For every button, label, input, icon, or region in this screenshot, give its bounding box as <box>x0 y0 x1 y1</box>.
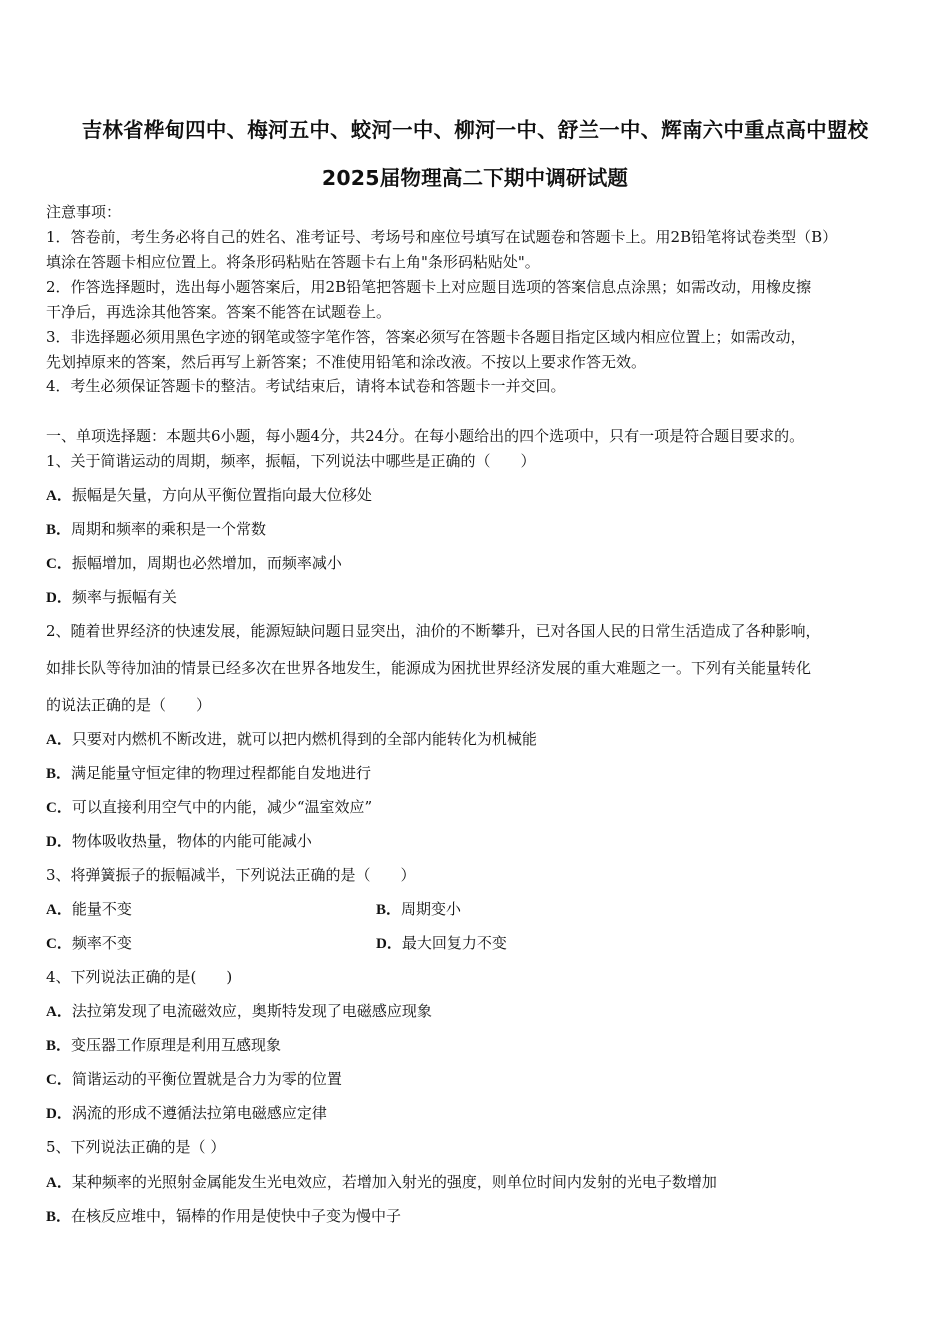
option-text: 涡流的形成不遵循法拉第电磁感应定律 <box>71 1104 327 1122</box>
option-label: A． <box>46 1175 72 1191</box>
question-4-option-c <box>46 1069 342 1090</box>
option-text: 法拉第发现了电流磁效应，奥斯特发现了电磁感应现象 <box>71 1002 432 1020</box>
option-label: B． <box>46 522 72 538</box>
option-text: 周期变小 <box>401 900 462 918</box>
notice-line: 3．非选择题必须用黑色字迹的钢笔或签字笔作答，答案必须写在答题卡各题目指定区域内相应位置上；如需改动， <box>46 328 806 346</box>
question-5-option-a <box>46 1172 717 1193</box>
question-4-option-a <box>46 1001 432 1022</box>
section-heading: 一、单项选择题：本题共6小题，每小题4分，共24分。在每小题给出的四个选项中，只有一项是符合题目要求的。 <box>46 427 805 445</box>
question-1-option-a <box>46 485 372 506</box>
notice-line: 4．考生必须保证答题卡的整洁。考试结束后，请将本试卷和答题卡一并交回。 <box>46 377 566 395</box>
question-5-option-b <box>46 1206 401 1227</box>
option-text: 最大回复力不变 <box>401 934 507 952</box>
question-1-option-b <box>46 519 266 540</box>
notice-line: 填涂在答题卡相应位置上。将条形码粘贴在答题卡右上角"条形码粘贴处"。 <box>46 253 540 271</box>
option-text: 在核反应堆中，镉棒的作用是使快中子变为慢中子 <box>71 1207 402 1225</box>
option-label: A． <box>46 1004 72 1020</box>
question-3-option-b <box>376 899 461 920</box>
option-text: 物体吸收热量，物体的内能可能减小 <box>71 832 312 850</box>
notice-line: 先划掉原来的答案，然后再写上新答案；不准使用铅笔和涂改液。不按以上要求作答无效。 <box>46 353 647 371</box>
question-2-option-b <box>46 763 371 784</box>
option-label: A． <box>46 732 72 748</box>
notice-line: 1．答卷前，考生务必将自己的姓名、准考证号、考场号和座位号填写在试题卷和答题卡上。用2B铅笔将试卷类型（B） <box>46 228 838 246</box>
question-1-option-d <box>46 587 177 608</box>
question-4-option-b <box>46 1035 281 1056</box>
option-text: 频率不变 <box>71 934 132 952</box>
question-2-stem: 如排长队等待加油的情景已经多次在世界各地发生，能源成为困扰世界经济发展的重大难题之一。下列有关能量转化 <box>46 659 812 677</box>
document-title-line1: 吉林省桦甸四中、梅河五中、蛟河一中、柳河一中、舒兰一中、辉南六中重点高中盟校 <box>81 118 869 142</box>
option-text: 变压器工作原理是利用互感现象 <box>71 1036 282 1054</box>
question-3-stem: 3、将弹簧振子的振幅减半，下列说法正确的是（ ） <box>46 866 416 884</box>
notice-line: 干净后，再选涂其他答案。答案不能答在试题卷上。 <box>46 303 392 321</box>
option-label: B． <box>46 1038 72 1054</box>
option-label: B． <box>376 902 402 918</box>
option-label: B． <box>46 1209 72 1225</box>
option-text: 满足能量守恒定律的物理过程都能自发地进行 <box>71 764 372 782</box>
option-label: C． <box>46 936 72 952</box>
option-text: 周期和频率的乘积是一个常数 <box>71 520 267 538</box>
question-1-stem: 1、关于简谐运动的周期，频率，振幅，下列说法中哪些是正确的（ ） <box>46 452 536 470</box>
option-label: A． <box>46 902 72 918</box>
question-4-stem: 4、下列说法正确的是( ) <box>46 968 233 986</box>
notice-line: 2．作答选择题时，选出每小题答案后，用2B铅笔把答题卡上对应题目选项的答案信息点涂黑；如需改动，用橡皮擦 <box>46 278 812 296</box>
option-label: D． <box>376 936 402 952</box>
option-text: 只要对内燃机不断改进，就可以把内燃机得到的全部内能转化为机械能 <box>71 730 537 748</box>
option-label: B． <box>46 766 72 782</box>
option-label: C． <box>46 1072 72 1088</box>
option-label: D． <box>46 1106 72 1122</box>
option-text: 简谐运动的平衡位置就是合力为零的位置 <box>71 1070 342 1088</box>
question-2-option-d <box>46 831 312 852</box>
option-label: A． <box>46 488 72 504</box>
question-2-option-a <box>46 729 537 750</box>
question-2-stem: 2、随着世界经济的快速发展，能源短缺问题日显突出，油价的不断攀升，已对各国人民的日常生活造成了各种影响， <box>46 622 821 640</box>
option-text: 某种频率的光照射金属能发生光电效应，若增加入射光的强度，则单位时间内发射的光电子数增加 <box>71 1173 717 1191</box>
option-label: D． <box>46 590 72 606</box>
question-1-option-c <box>46 553 342 574</box>
option-text: 能量不变 <box>71 900 132 918</box>
question-3-option-d <box>376 933 507 954</box>
question-4-option-d <box>46 1103 327 1124</box>
option-label: C． <box>46 800 72 816</box>
question-2-option-c <box>46 797 372 818</box>
option-text: 振幅增加，周期也必然增加，而频率减小 <box>71 554 342 572</box>
question-2-stem: 的说法正确的是（ ） <box>46 696 212 714</box>
notice-heading: 注意事项： <box>46 203 122 221</box>
option-text: 频率与振幅有关 <box>71 588 177 606</box>
question-3-option-a <box>46 899 132 920</box>
document-title-line2: 2025届物理高二下期中调研试题 <box>321 166 629 190</box>
option-text: 振幅是矢量，方向从平衡位置指向最大位移处 <box>71 486 372 504</box>
option-text: 可以直接利用空气中的内能，减少“温室效应” <box>71 798 373 816</box>
question-5-stem: 5、下列说法正确的是（ ） <box>46 1138 226 1156</box>
question-3-option-c <box>46 933 132 954</box>
option-label: C． <box>46 556 72 572</box>
option-label: D． <box>46 834 72 850</box>
